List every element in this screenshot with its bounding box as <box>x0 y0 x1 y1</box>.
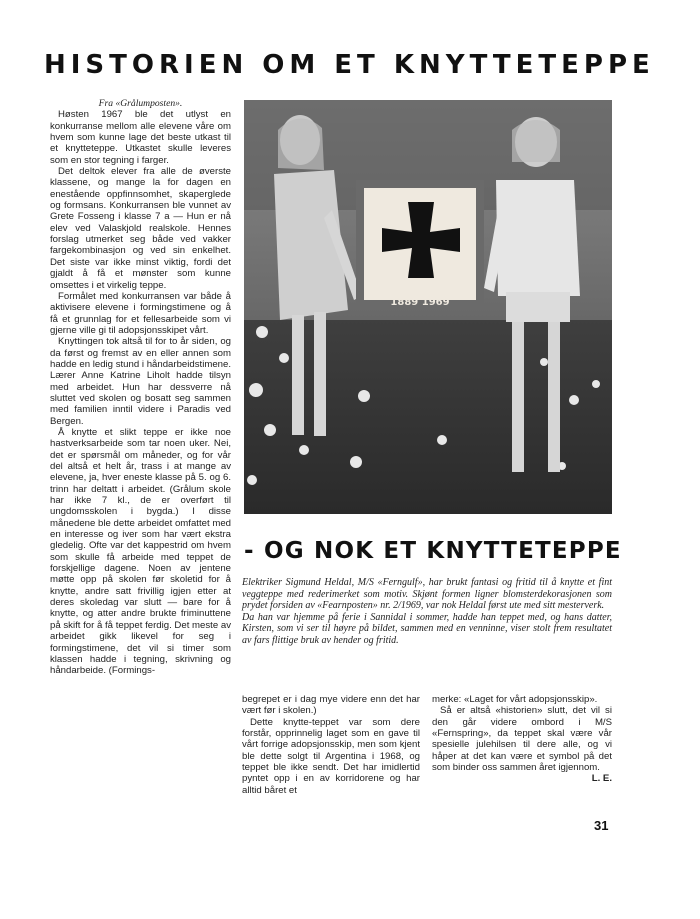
photo-caption <box>242 577 612 647</box>
rug-bottom-text: 1889 1969 <box>390 297 450 308</box>
paragraph: Å knytte et slikt teppe er ikke noe hastverksarbeide som tar noen uker. Nei, det er spørsmål om måneder, og for vår del altså et helt år, trass i at mange av elevene, ja, hver eneste klasse på 5. og 6. trinn har deltatt i arbeidet. (Grålum skole har ikke 7 kl., de er overført til ungdomsskolen i bygda.) I disse månedene ble dette arbeidet omfattet med en interesse og iver som har vært ekstra gledelig. Ofte var det kappestrid om hvem som skulle få arbeide med teppet de forskjellige dagene. Noen av jentene møtte opp på skolen før skoletid for å knytte, andre satt frivillig igjen etter at deres skoledag var slutt — bare for å knytte, og atter andre brukte friminuttene på skift for å få teppet ferdig. Det meste av arbeidet gikk likevel for seg i formingstimene, det vil si timer som klassen hadde i tegning, skrivning og håndarbeide. (Formings- <box>50 426 231 677</box>
article-title: HISTORIEN OM ET KNYTTETEPPE <box>44 50 655 80</box>
rug <box>356 180 484 308</box>
article-column-1 <box>50 98 231 677</box>
paragraph: merke: «Laget for vårt adopsjonsskip». <box>432 694 598 705</box>
author-signature: L. E. <box>591 773 612 785</box>
photo-illustration <box>244 100 612 514</box>
article-column-3 <box>432 694 612 785</box>
page-number: 31 <box>594 818 609 833</box>
photo-girls-with-rug <box>244 100 612 514</box>
caption-paragraph: Da han var hjemme på ferie i Sannidal i sommer, hadde han teppet med, og hans datter, Kirsten, som vi ser til høyre på bildet, sammen med en venninne, viser stolt frem resultatet av fars flittige bruk av hender og fritid. <box>242 611 612 646</box>
article-column-2 <box>242 694 420 796</box>
paragraph: Formålet med konkurransen var både å aktivisere elevene i formingstimene og å få et grunnlag for et fellesarbeide som vi gjerne ville gi til adopsjonsskipet vårt. <box>50 290 231 336</box>
paragraph: begrepet er i dag mye videre enn det har vært før i skolen.) <box>242 694 420 717</box>
article-source: Fra «Grålumposten». <box>98 98 183 109</box>
paragraph: Så er altså «historien» slutt, det vil si den går videre ombord i M/S «Fernspring», da teppet skal være vår spesielle julehilsen til dere alle, og vi håper at det kan være et symbol på det som binder oss sammen året igjennom. <box>432 705 612 774</box>
second-article-title: - OG NOK ET KNYTTETEPPE <box>244 538 622 564</box>
caption-paragraph: Elektriker Sigmund Heldal, M/S «Ferngulf», har brukt fantasi og fritid til å knytte et fint veggteppe med rederimerket som motiv. Skjønt formen ligner blomsterdekorasjonen som prydet forsiden av «Fearnposten» nr. 2/1969, var nok Heldal først ute med sitt mesterverk. <box>242 577 612 612</box>
paragraph: Det deltok elever fra alle de øverste klassene, og mange la for dagen en enestående oppfinnsomhet, skaperglede og formsans. Konkurransen ble vunnet av Grete Fosseng i klasse 7 a — Hun er nå elev ved Valaskjold realskole. Hennes forslag utmerket seg både ved vakker fargekombinasjon og ved sin enkelhet. Det siste var ikke minst viktig, fordi det gjaldt å få et mønster som kunne omsettes i et virkelig teppe. <box>50 166 231 291</box>
paragraph: Dette knytte-teppet var som dere forstår, opprinnelig laget som en gave til vårt forrige adopsjonsskip, men som kjent ble dette solgt til Argentina i 1968, og teppet ble ikke sendt. Det har imidlertid pyntet opp i en av korridorene og har alltid båret et <box>242 716 420 796</box>
paragraph: Knyttingen tok altså til for to år siden, og da først og fremst av en eller annen som hadde en ledig stund i håndarbeidstimene. Lærer Anne Katrine Liholt hadde tilsyn med arbeidet. Hun har dessverre nå sluttet ved skolen og bosatt seg sammen med familien inntil videre i Paradis ved Bergen. <box>50 336 231 427</box>
rug-top-text: F & E <box>408 189 432 199</box>
paragraph: Høsten 1967 ble det utlyst en konkurranse mellom alle elevene våre om hvem som kunne lage det beste utkast til et knytteteppe. Utkastet skulle leveres som en stor tegning i farger. <box>50 109 231 166</box>
